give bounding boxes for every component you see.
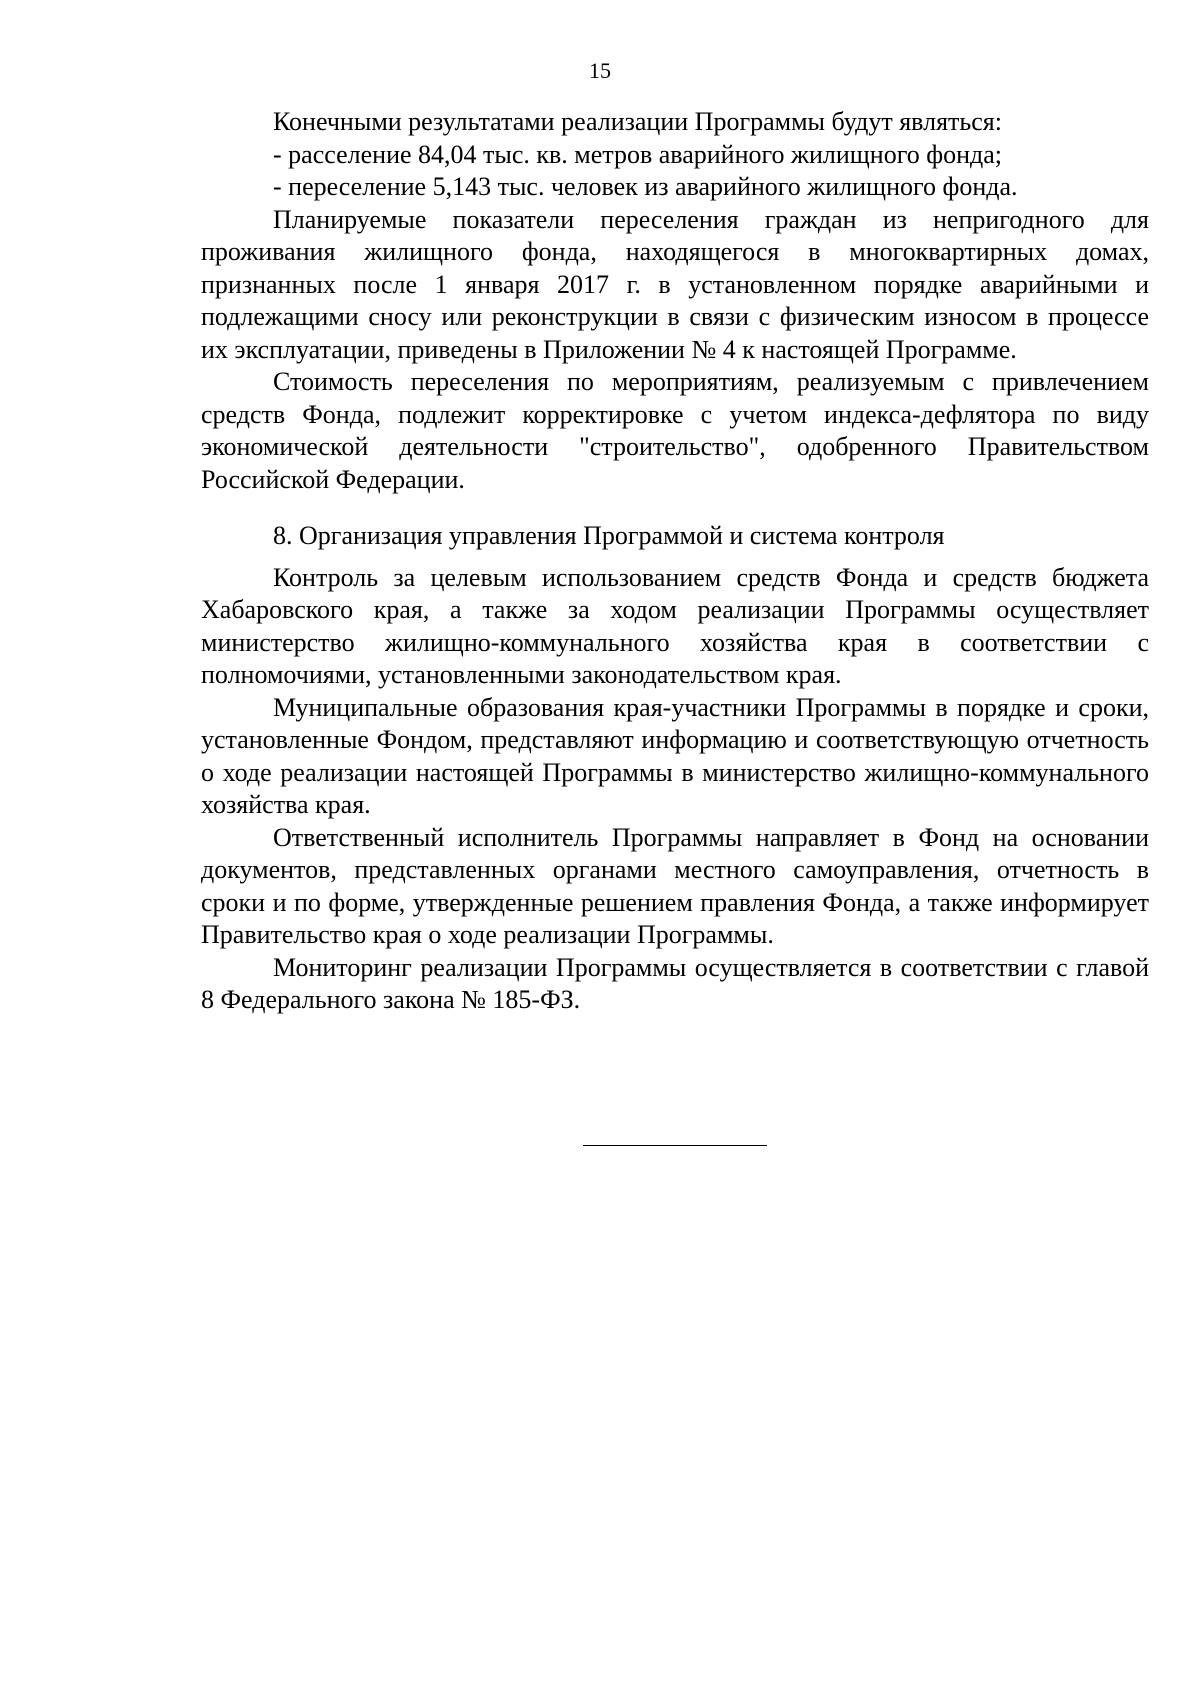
end-divider-line <box>583 1145 767 1146</box>
paragraph-municipal-reporting: Муниципальные образования края-участники Программы в порядке и сроки, установленные Фондом, представляют информацию и соответствующую отчетность о ходе реализации настоящей Программы в министерство жилищно-коммунального хозяйства края. <box>201 692 1149 819</box>
paragraph-responsible-executor: Ответственный исполнитель Программы направляет в Фонд на основании документов, представленных органами местного самоуправления, отчетность в сроки и по форме, утвержденные решением правления Фонда, а также информирует Правительство края о ходе реализации Программы. <box>201 822 1149 949</box>
results-intro: Конечными результатами реализации Программы будут являться: <box>273 107 1002 136</box>
paragraph-control: Контроль за целевым использованием средств Фонда и средств бюджета Хабаровского края, а также за ходом реализации Программы осуществляет министерство жилищно-коммунального хозяйства края в соответствии с полномочиями, установленными законодательством края. <box>201 562 1149 689</box>
section-heading: 8. Организация управления Программой и система контроля <box>273 521 945 550</box>
page-number: 15 <box>589 58 611 83</box>
paragraph-monitoring: Мониторинг реализации Программы осуществляется в соответствии с главой 8 Федерального закона № 185-ФЗ. <box>201 952 1149 1014</box>
paragraph-planned-indicators: Планируемые показатели переселения граждан из непригодного для проживания жилищного фонда, находящегося в многоквартирных домах, признанных после 1 января 2017 г. в установленном порядке аварийными и подлежащими сносу или реконструкции в связи с физическим износом в процессе их эксплуатации, приведены в Приложении № 4 к настоящей Программе. <box>201 204 1149 364</box>
paragraph-cost-adjustment: Стоимость переселения по мероприятиям, реализуемым с привлечением средств Фонда, подлежит корректировке с учетом индекса-дефлятора по виду экономической деятельности "строительство", одобренного Правительством Российской Федерации. <box>201 367 1149 494</box>
document-body <box>201 106 1149 1017</box>
result-item-resettlement-area: - расселение 84,04 тыс. кв. метров аварийного жилищного фонда; <box>273 139 1002 169</box>
result-item-resettled-people: - переселение 5,143 тыс. человек из аварийного жилищного фонда. <box>273 172 1018 201</box>
